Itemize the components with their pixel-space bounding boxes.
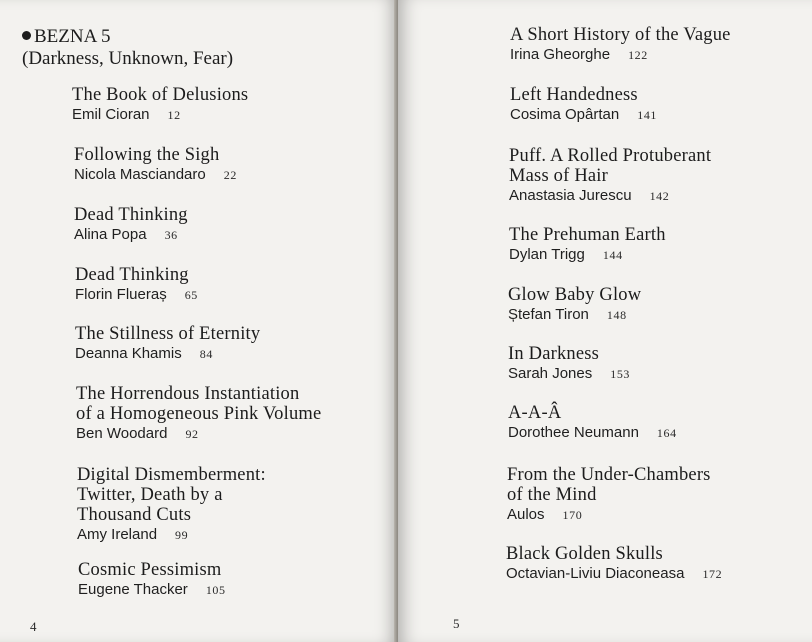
toc-entry [506, 544, 722, 583]
page-folio: 5 [453, 616, 460, 631]
toc-entry [78, 560, 226, 599]
toc-entry [74, 205, 188, 244]
entry-author: Florin Flueraș [75, 286, 167, 303]
page-folio: 4 [30, 619, 37, 634]
entry-title: Dead Thinking [74, 205, 188, 225]
entry-author: Aulos [507, 506, 545, 523]
entry-page-number: 36 [164, 228, 178, 242]
entry-page-number: 122 [628, 48, 648, 62]
entry-author: Octavian-Liviu Diaconeasa [506, 565, 685, 582]
entry-page-number: 148 [606, 308, 627, 322]
entry-title: Left Handedness [510, 85, 638, 105]
toc-entry [509, 146, 711, 205]
toc-entry [75, 324, 260, 363]
entry-page-number: 92 [185, 427, 199, 441]
entry-title: A-A-Â [508, 403, 562, 423]
section-name: BEZNA 5 [34, 26, 111, 47]
entry-author: Emil Cioran [72, 106, 150, 123]
entry-page-number: 141 [637, 108, 658, 122]
entry-title: Puff. A Rolled Protuberant Mass of Hair [509, 146, 712, 186]
section-subtitle: (Darkness, Unknown, Fear) [22, 48, 234, 69]
entry-author: Irina Gheorghe [510, 46, 611, 63]
entry-title: A Short History of the Vague [510, 25, 731, 45]
entry-title: The Stillness of Eternity [75, 324, 261, 344]
entry-page-number: 172 [702, 567, 723, 581]
toc-entry [74, 145, 237, 184]
section-heading [22, 26, 233, 70]
entry-author: Anastasia Jurescu [509, 187, 632, 204]
entry-author: Nicola Masciandaro [74, 166, 206, 183]
entry-title: The Horrendous Instantiation of a Homogeneous Pink Volume [76, 384, 322, 424]
toc-entry [507, 465, 711, 524]
entry-author: Ștefan Tiron [508, 306, 589, 323]
entry-title: In Darkness [508, 344, 600, 364]
entry-page-number: 22 [223, 168, 237, 182]
toc-entry [510, 25, 731, 64]
entry-author: Cosima Opârtan [510, 106, 620, 123]
entry-page-number: 142 [649, 189, 670, 203]
entry-author: Deanna Khamis [75, 345, 182, 362]
entry-page-number: 105 [205, 583, 226, 597]
entry-title: Glow Baby Glow [508, 285, 642, 305]
entry-author: Dorothee Neumann [508, 424, 639, 441]
toc-entry [75, 265, 198, 304]
entry-author: Amy Ireland [77, 526, 158, 543]
entry-page-number: 144 [602, 248, 623, 262]
entry-title: The Prehuman Earth [509, 225, 666, 245]
entry-title: Following the Sigh [74, 145, 220, 165]
toc-entry [77, 465, 266, 544]
toc-entry [508, 344, 630, 383]
bullet-icon [22, 31, 31, 40]
toc-entry [508, 285, 641, 324]
entry-page-number: 164 [656, 426, 677, 440]
entry-title: The Book of Delusions [72, 85, 249, 105]
toc-entry [508, 403, 677, 442]
entry-author: Ben Woodard [76, 425, 168, 442]
entry-page-number: 153 [610, 367, 631, 381]
entry-author: Eugene Thacker [78, 581, 188, 598]
toc-entry [72, 85, 248, 124]
toc-entry [510, 85, 657, 124]
entry-page-number: 170 [562, 508, 583, 522]
entry-title: Black Golden Skulls [506, 544, 663, 564]
entry-title: Dead Thinking [75, 265, 189, 285]
entry-page-number: 65 [184, 288, 198, 302]
entry-page-number: 12 [167, 108, 181, 122]
entry-title: Digital Dismemberment: Twitter, Death by a Thousand Cuts [77, 465, 266, 525]
entry-page-number: 99 [175, 528, 189, 542]
left-page [0, 0, 398, 642]
toc-entry [509, 225, 666, 264]
entry-title: From the Under-Chambers of the Mind [507, 465, 711, 505]
entry-author: Sarah Jones [508, 365, 593, 382]
entry-page-number: 84 [199, 347, 213, 361]
right-page [398, 0, 812, 642]
toc-entry [76, 384, 321, 443]
entry-title: Cosmic Pessimism [78, 560, 222, 580]
entry-author: Alina Popa [74, 226, 147, 243]
entry-author: Dylan Trigg [509, 246, 585, 263]
